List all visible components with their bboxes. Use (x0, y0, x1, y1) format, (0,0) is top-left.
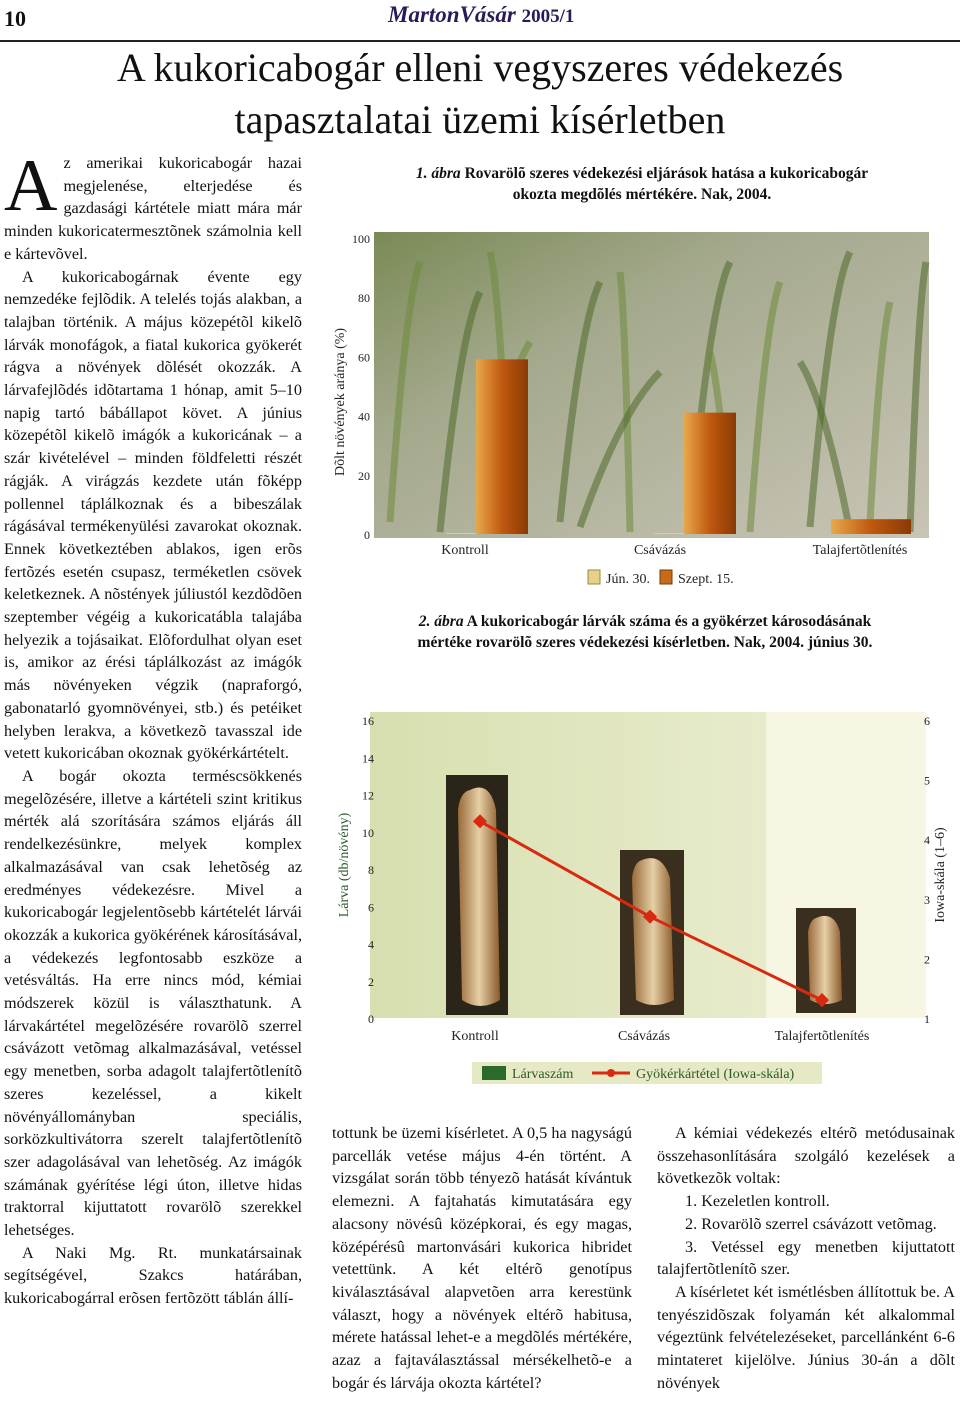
page-number: 10 (4, 6, 26, 31)
y-tick-label: 16 (362, 714, 374, 728)
bar-szept-2 (831, 519, 911, 534)
category-label: Csávázás (617, 1029, 671, 1044)
y-tick-label: 40 (358, 409, 370, 424)
legend-marker-gyoker (607, 1069, 615, 1077)
publication-name: MartonVásár (388, 2, 516, 27)
y-tick-label: 100 (352, 232, 370, 246)
y-tick-label: 12 (362, 788, 374, 803)
y2-tick-label: 3 (924, 892, 930, 907)
bar-szept-0 (476, 359, 528, 534)
legend-jun: Jún. 30. (606, 572, 650, 587)
article-title-line2: tapasztalatai üzemi kísérletben (234, 97, 726, 142)
legend-swatch-szept (660, 570, 672, 584)
category-label: Talajfertõtlenítés (812, 543, 908, 558)
chart2-y2label: Iowa-skála (1–6) (933, 827, 948, 923)
y-tick-label: 8 (368, 863, 374, 877)
figure1-bar-chart (330, 222, 942, 594)
category-label: Talajfertõtlenítés (774, 1029, 870, 1044)
legend-szept: Szept. 15. (678, 572, 734, 587)
bar-szept-1 (684, 413, 736, 534)
y-tick-label: 2 (368, 974, 374, 989)
paragraph-treatments: A kémiai védekezés eltérõ metódusainak összehasonlítására szolgáló kezelések a következõk voltak: (657, 1124, 955, 1188)
figure1-number: 1. ábra (415, 165, 461, 182)
chart2-ylabel: Lárva (db/növény) (337, 812, 352, 918)
paragraph-control: A bogár okozta terméscsökkenés megelõzésére, illetve a kártételi szint kritikus mérték alá szorítására számos eljárás áll rendelkezésünkre, melyek komplex alkalmazásával van csak lehetõség az eredményes védekezésre. Mivel a kukoricabogár legjelentõsebb kártételét lárvái okozzák a kukorica gyökérének károsításával, a védekezés legfontosabb eszköze a vetésváltás. Ha erre nincs mód, kémiai módszerek közül is választhatunk. A lárvakártétel megelõzésére rovarölõ szerrel csávázott vetõmag alkalmazásával, vetéssel egy menetben, sorba adagolt talajfertõtlenítõ szeres kezeléssel, a kikelt növényállományban speciális, sorközkultivátorra szerelt talajfertõtlenítõ szer adagolásával van lehetõség. Az imágók számának gyérítése légi úton, illetve hidas traktorral kijuttatott rovarölõ szerekkel lehetséges. (4, 766, 302, 1240)
figure2-caption-text: A kukoricabogár lárvák száma és a gyökérzet károsodásának mértéke rovarölõ szeres védekezési kísérletben. Nak, 2004. június 30. (417, 613, 873, 651)
legend-swatch-larva (482, 1066, 506, 1080)
middle-column (332, 1122, 632, 1394)
y-tick-label: 10 (362, 825, 374, 840)
figure1-caption-text: Rovarölõ szeres védekezési eljárások hatása a kukoricabogár okozta megdõlés mértékére. Nak, 2004. (464, 165, 869, 203)
chart2-legend (472, 1062, 822, 1084)
issue-number: 2005/1 (521, 6, 575, 27)
category-label: Kontroll (451, 1029, 499, 1044)
y-tick-label: 20 (358, 468, 370, 483)
y-tick-label: 0 (368, 1012, 374, 1026)
article-title-line1: A kukoricabogár elleni vegyszeres védekezés (116, 45, 844, 90)
figure2-caption (392, 611, 898, 653)
legend-larvaszam: Lárvaszám (512, 1067, 574, 1082)
publication-header (388, 2, 574, 28)
figure2-number: 2. ábra (418, 613, 464, 630)
paragraph-trial-cont: tottunk be üzemi kísérletet. A 0,5 ha nagyságú parcellák vetése május 4-én történt. A vizsgálat során több tényezõ hatását kívántuk elemezni. A fajtahatás kimutatására egy alacsony növésû középkorai, és egy magas, középérésû martonvásári kukorica hibridet vetettünk. A két eltérõ genotípus kiválasztásával alapvetõen arra kerestünk választ, hogy a növények eltérõ habitusa, mérete hatással lehet-e a megdõlés mértékére, azaz a fajtaválasztással mérsékelhetõ-e a bogár és lárvája okozta kártétel? (332, 1124, 632, 1392)
drop-cap: A (4, 145, 58, 227)
treatment-item-2: 2. Rovarölõ szerrel csávázott vetõmag. (685, 1214, 937, 1233)
y2-tick-label: 4 (924, 833, 930, 848)
larva-csavazas (632, 858, 674, 1005)
chart1-legend (588, 570, 734, 587)
larva-talaj (808, 916, 842, 1004)
y2-tick-label: 1 (924, 1012, 930, 1026)
y2-tick-label: 2 (924, 952, 930, 967)
y2-tick-label: 6 (924, 714, 930, 728)
figure1-caption (412, 163, 872, 205)
y-tick-label: 80 (358, 291, 370, 306)
paragraph-biology: A kukoricabogárnak évente egy nemzedéke fejlõdik. A telelés tojás alakban, a talajban történik. A május közepétõl kikelõ lárvák monofágok, a fiatal kukorica gyökerét rágva a növények dõlését okozzák. A lárvafejlõdés idõtartama 1 hónap, amit 5–10 napig tartó bábállapot követ. A június közepétõl kikelõ imágók a kukoricának – a szár kivételével – minden földfeletti részét rágják. A virágzás kezdete után fõképp pollennel táplálkoznak és a bibeszálak rágásával termékenyülési zavarokat okoznak. Ennek következtében ablakos, igen erõs fertõzés esetén csupasz, terméketlen csövek keletkeznek. A nõstények júliustól kezdõdõen szeptember végéig a kukoricatábla talajába helyezik a tojásaikat. Elõfordulhat olyan eset is, amikor az érési táplálkozást az imágók más növényeken végzik (napraforgó, gabonatarló gyomnövényei, stb.) és petéiket helyben lerakva, a következõ tavasszal ide vetett kukoricában okoznak gyökérkártételt. (4, 267, 302, 763)
y-tick-label: 4 (368, 937, 374, 952)
y-tick-label: 60 (358, 350, 370, 365)
treatment-item-3: 3. Vetéssel egy menetben kijuttatott talajfertõtlenítõ szer. (657, 1237, 955, 1279)
y2-tick-label: 5 (924, 773, 930, 788)
right-column (657, 1122, 955, 1394)
y-tick-label: 14 (362, 751, 374, 766)
y-tick-label: 0 (364, 528, 370, 542)
chart1-ylabel: Dõlt növények aránya (%) (333, 327, 348, 477)
left-column (4, 145, 302, 1310)
intro-paragraph: z amerikai kukoricabogár hazai megjelenése, elterjedése és gazdasági kártétele miatt mára már minden kukoricatermesztõnek számolnia kell e kártevõvel. (4, 154, 302, 263)
paragraph-trial: A Naki Mg. Rt. munkatársainak segítségével, Szakcs határában, kukoricabogárral erõsen fertõzött táblán állí- (4, 1243, 302, 1308)
paragraph-sampling: A kísérletet két ismétlésben állítottuk be. A tenyészidõszak folyamán két alkalommal végeztünk felvételezéseket, parcellánként 6-6 mintateret kijelölve. Június 30-án a dõlt növények (657, 1282, 955, 1392)
figure2-line-chart (330, 700, 958, 1088)
legend-swatch-jun (588, 570, 600, 584)
y-tick-label: 6 (368, 900, 374, 915)
legend-gyokerkartetel: Gyökérkártétel (Iowa-skála) (636, 1067, 795, 1082)
treatment-item-1: 1. Kezeletlen kontroll. (685, 1192, 830, 1211)
category-label: Kontroll (441, 543, 489, 558)
header-rule (0, 40, 960, 42)
category-label: Csávázás (633, 543, 687, 558)
